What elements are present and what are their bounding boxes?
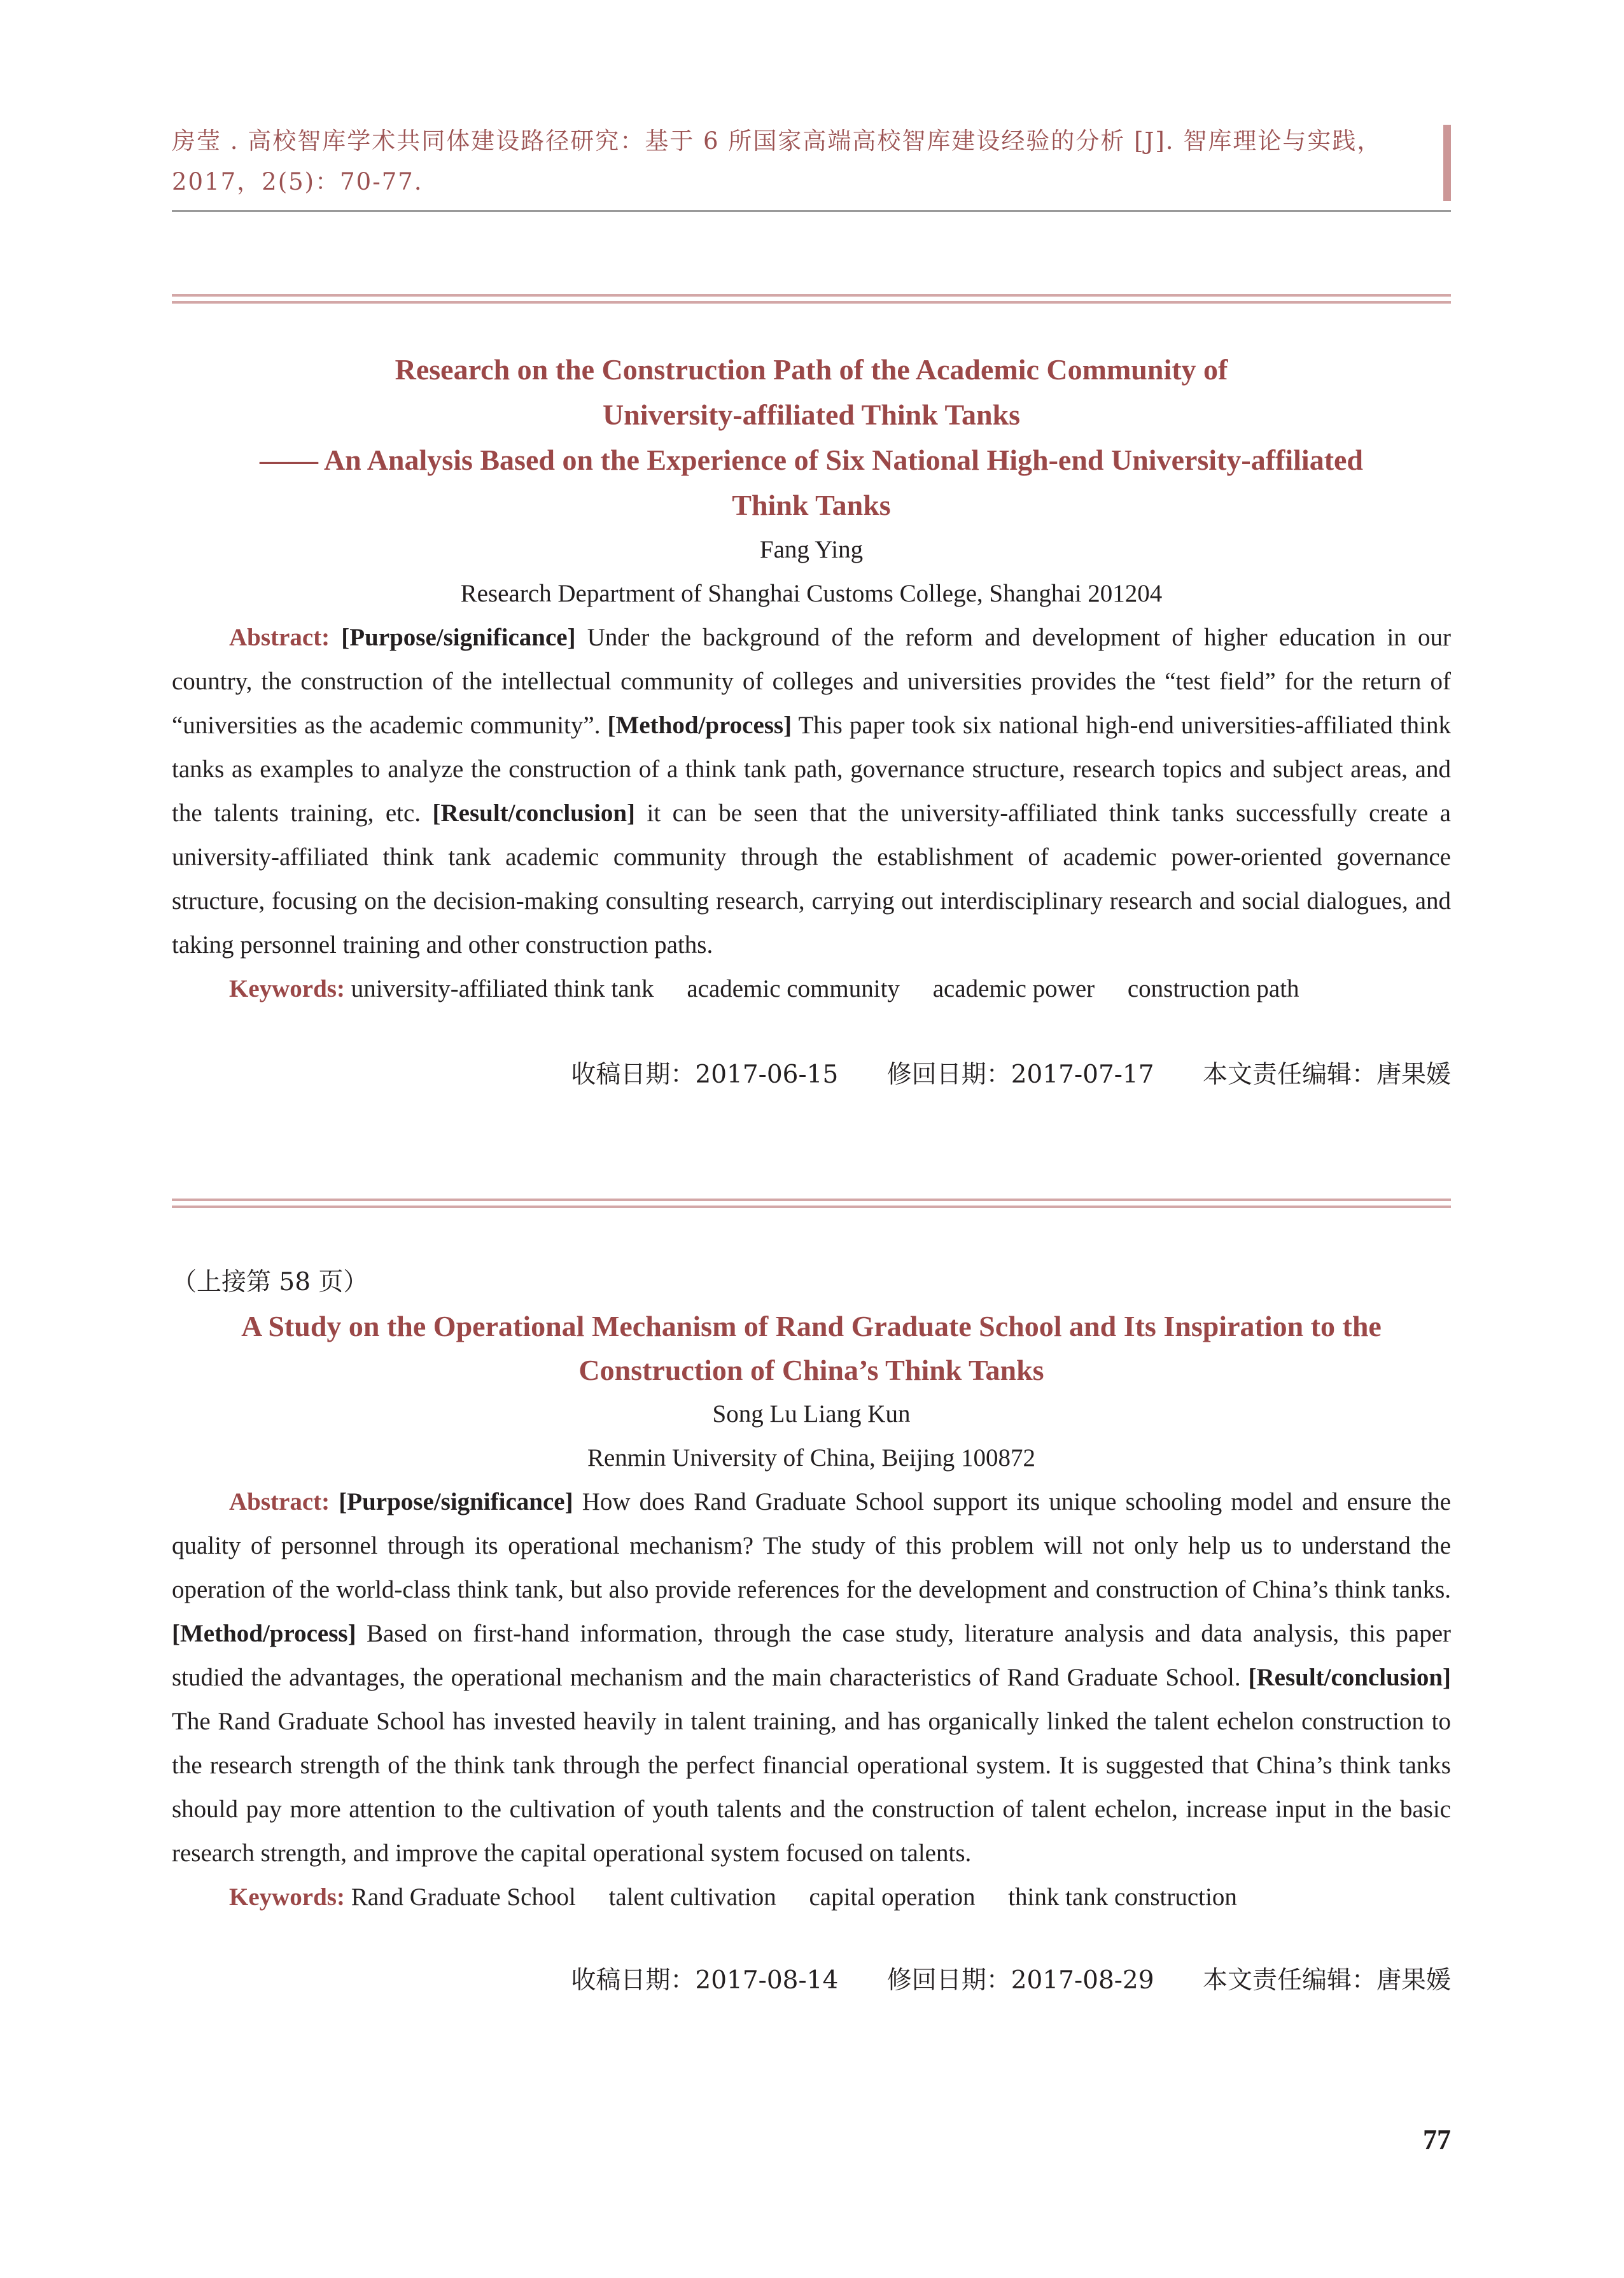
page-number: 77 [1423,2124,1451,2155]
abstract-label: Abstract: [229,1488,330,1515]
article1-subtitle-line-2: Think Tanks [732,489,891,521]
keyword: academic power [932,975,1095,1002]
revised-date: 修回日期：2017-07-17 [886,1060,1154,1089]
article2-keywords [172,1875,1451,1919]
article1-affiliation: Research Department of Shanghai Customs College, Shanghai 201204 [460,580,1163,607]
article2-abstract-block [172,1260,1451,2002]
keyword: capital operation [809,1883,976,1911]
article1-dates [172,1053,1451,1097]
purpose-text: Under the background of the reform and development of higher education in our country, the construction of the intellectual community of colleges and universities provides the “test field” for the return of “universities as the academic community”. [172,624,1452,739]
article1-top-divider [172,294,1451,304]
method-text: This paper took six national high-end universities-affiliated think tanks as examples to analyze the construction of a think tank path, governance structure, research topics and subject areas, and the talents training, etc. [172,712,1451,827]
header-accent-bar [1443,125,1451,201]
article1-author: Fang Ying [759,536,864,563]
keyword: Rand Graduate School [351,1883,576,1911]
article2-authors: Song Lu Liang Kun [712,1400,911,1428]
responsible-editor: 本文责任编辑：唐果媛 [1202,1060,1451,1089]
keyword: academic community [687,975,900,1002]
result-text: The Rand Graduate School has invested heavily in talent training, and has organically linked the talent echelon construction to the research strength of the think tank through the perfect financial operational system. It is suggested that China’s think tanks should pay more attention to the cultivation of youth talents and the construction of talent echelon, increase input in the basic research strength, and improve the capital operational system focused on talents. [172,1708,1451,1867]
article2-title-line-1: A Study on the Operational Mechanism of Rand Graduate School and Its Inspiration to the [241,1310,1382,1342]
received-date: 收稿日期：2017-08-14 [571,1966,839,1995]
method-label: [Method/process] [172,1620,356,1647]
article1-keywords [172,967,1451,1011]
article2-abstract [172,1480,1451,1875]
article1-title [172,347,1451,528]
keyword: think tank construction [1008,1883,1237,1911]
result-text: it can be seen that the university-affiliated think tanks successfully create a university-affiliated think tank academic community through the establishment of academic power-oriented governance structure, focusing on the decision-making consulting research, carrying out interdisciplinary research and social dialogues, and taking personnel training and other construction paths. [172,799,1451,959]
article2-affiliation: Renmin University of China, Beijing 100872 [587,1444,1036,1472]
keywords-label: Keywords: [229,1883,345,1911]
received-date: 收稿日期：2017-06-15 [571,1060,839,1089]
keyword: construction path [1127,975,1299,1002]
article1-title-line-2: University-affiliated Think Tanks [602,398,1021,431]
revised-date: 修回日期：2017-08-29 [886,1966,1154,1995]
article1-abstract [172,615,1451,967]
article1-abstract-block [172,347,1451,1097]
result-label: [Result/conclusion] [432,799,636,827]
purpose-text: How does Rand Graduate School support its unique schooling model and ensure the quality of personnel through its operational mechanism? The study of this problem will not only help us to understand the operation of the world-class think tank, but also provide references for the development and construction of China’s think tanks. [172,1488,1452,1603]
abstract-label: Abstract: [229,624,330,651]
citation-line-1: 房莹 . 高校智库学术共同体建设路径研究：基于 6 所国家高端高校智库建设经验的分析 [J]. 智库理论与实践， [172,127,1382,155]
citation-line-2: 2017，2(5)：70-77. [172,168,423,195]
article2-title-line-2: Construction of China’s Think Tanks [578,1354,1044,1386]
responsible-editor: 本文责任编辑：唐果媛 [1202,1966,1451,1995]
article1-subtitle-line-1: —— An Analysis Based on the Experience of Six National High-end University-affiliated [259,444,1364,476]
purpose-label: [Purpose/significance] [341,624,576,651]
purpose-label: [Purpose/significance] [339,1488,573,1515]
running-header-citation [172,121,1432,202]
continued-from-note: （上接第 58 页） [172,1268,368,1297]
method-label: [Method/process] [607,712,792,739]
article1-title-line-1: Research on the Construction Path of the Academic Community of [395,353,1228,386]
header-rule [172,210,1451,212]
keyword: university-affiliated think tank [351,975,654,1002]
article2-title [172,1304,1451,1392]
method-text: Based on first-hand information, through the case study, literature analysis and data analysis, this paper studied the advantages, the operational mechanism and the main characteristics of Rand Graduate School. [172,1620,1451,1691]
result-label: [Result/conclusion] [1248,1664,1451,1691]
keyword: talent cultivation [608,1883,776,1911]
keywords-label: Keywords: [229,975,345,1002]
article2-top-divider [172,1199,1451,1209]
article2-dates [172,1958,1451,2002]
